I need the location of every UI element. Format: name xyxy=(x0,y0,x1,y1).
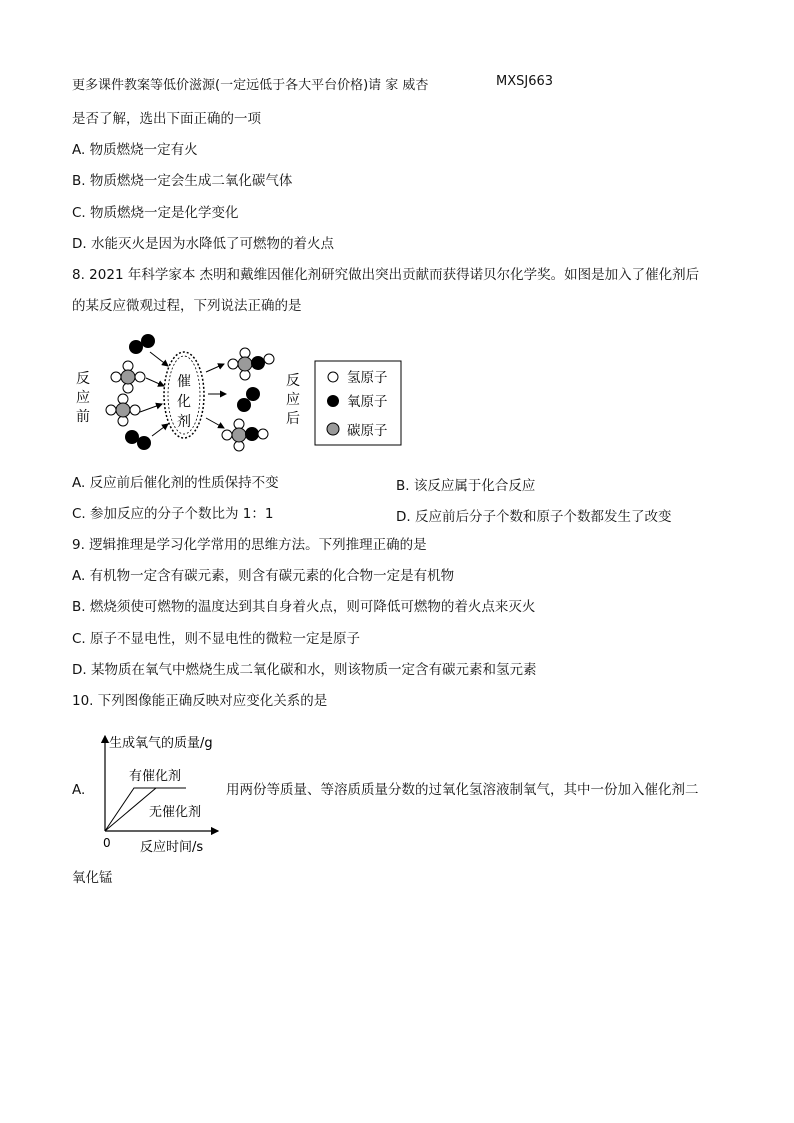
q8-reaction-diagram xyxy=(60,328,420,458)
q7-option-a: A. 物质燃烧一定有火 xyxy=(72,142,198,158)
before-label-2: 应 xyxy=(76,390,90,406)
q8-option-c: C. 参加反应的分子个数比为 1：1 xyxy=(72,506,274,522)
origin-label: 0 xyxy=(103,836,111,850)
reactant-methane-1 xyxy=(111,361,145,393)
q9-option-a: A. 有机物一定含有碳元素，则含有碳元素的化合物一定是有机物 xyxy=(72,568,455,584)
catalyst-label-2: 化 xyxy=(177,394,191,410)
atom-legend xyxy=(315,361,401,445)
after-label-3: 后 xyxy=(286,411,300,427)
product-methanol-1 xyxy=(228,348,274,380)
header-notice: 更多课件教案等低价滋源(一定远低于各大平台价格)请 家 威杏 xyxy=(72,78,429,93)
after-label-1: 反 xyxy=(286,373,300,389)
y-axis-label: 生成氧气的质量/g xyxy=(109,736,213,751)
q9-option-c: C. 原子不显电性，则不显电性的微粒一定是原子 xyxy=(72,631,361,647)
product-o2 xyxy=(237,387,260,412)
q10-stem: 10. 下列图像能正确反映对应变化关系的是 xyxy=(72,693,328,709)
before-label-3: 前 xyxy=(76,409,90,425)
legend-carbon-icon xyxy=(327,423,339,435)
reactant-methane-2 xyxy=(106,394,140,426)
product-methanol-2 xyxy=(222,419,268,451)
legend-hydrogen-icon xyxy=(328,372,338,382)
legend-oxygen-icon xyxy=(327,395,339,407)
curve-with-catalyst-label: 有催化剂 xyxy=(129,769,182,784)
page-header xyxy=(72,74,554,93)
legend-oxygen-label: 氧原子 xyxy=(347,394,388,410)
q10-option-a-desc-line2: 氧化锰 xyxy=(72,870,113,886)
q8-option-a: A. 反应前后催化剂的性质保持不变 xyxy=(72,475,279,491)
q10-option-a-letter: A. xyxy=(72,782,86,798)
catalyst-label-3: 剂 xyxy=(177,414,191,430)
q8-option-d: D. 反应前后分子个数和原子个数都发生了改变 xyxy=(396,509,672,525)
q10-option-a-graph xyxy=(96,730,226,856)
q9-option-b: B. 燃烧须使可燃物的温度达到其自身着火点，则可降低可燃物的着火点来灭火 xyxy=(72,599,536,615)
q8-stem-line2: 的某反应微观过程，下列说法正确的是 xyxy=(72,298,302,314)
q9-stem: 9. 逻辑推理是学习化学常用的思维方法。下列推理正确的是 xyxy=(72,537,427,553)
x-axis-label: 反应时间/s xyxy=(140,840,204,855)
reactant-o2-top xyxy=(129,334,155,354)
q7-stem-tail: 是否了解，选出下面正确的一项 xyxy=(72,111,261,127)
q10-option-a-desc-line1: 用两份等质量、等溶质质量分数的过氧化氢溶液制氧气，其中一份加入催化剂二 xyxy=(226,782,699,798)
q7-option-d: D. 水能灭火是因为水降低了可燃物的着火点 xyxy=(72,236,334,252)
q9-option-d: D. 某物质在氧气中燃烧生成二氧化碳和水，则该物质一定含有碳元素和氢元素 xyxy=(72,662,537,678)
q8-stem-line1: 8. 2021 年科学家本 杰明和戴维因催化剂研究做出突出贡献而获得诺贝尔化学奖。如图是加入了催化剂后 xyxy=(72,267,700,283)
q8-option-b: B. 该反应属于化合反应 xyxy=(396,478,536,494)
curve-without-catalyst-label: 无催化剂 xyxy=(149,805,202,820)
header-code: MXSJ663 xyxy=(496,74,554,89)
q7-option-c: C. 物质燃烧一定是化学变化 xyxy=(72,205,239,221)
legend-carbon-label: 碳原子 xyxy=(347,423,388,439)
after-label-2: 应 xyxy=(286,392,300,408)
before-label-1: 反 xyxy=(76,371,90,387)
q7-option-b: B. 物质燃烧一定会生成二氧化碳气体 xyxy=(72,173,293,189)
reactant-o2-bottom xyxy=(125,430,151,450)
legend-hydrogen-label: 氢原子 xyxy=(347,370,388,386)
catalyst-label-1: 催 xyxy=(177,374,191,390)
